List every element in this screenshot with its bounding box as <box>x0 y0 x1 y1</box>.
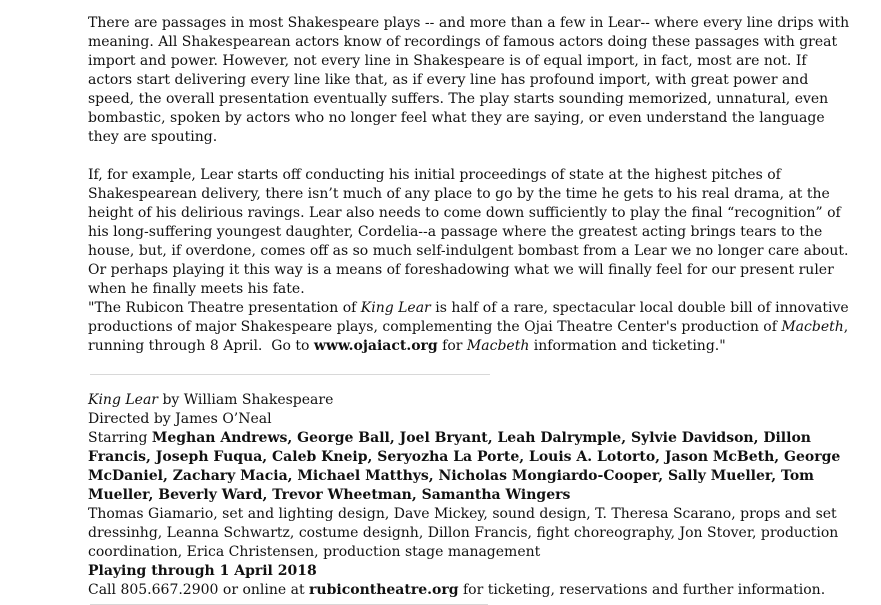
review-paragraph-2-text: If, for example, Lear starts off conducting his initial proceedings of state at the highest pitches of Shakespearean delivery, there isn’t much of any place to go by the time he gets to his real drama, at the height of his delirious ravings. Lear also needs to come down sufficiently to play the final “recognition” of his long-suffering youngest daughter, Cordelia--a passage where the greatest acting brings tears to the house, but, if overdone, comes off as so much self-indulgent bombast from a Lear we no longer care about. Or perhaps playing it this way is a means of foreshadowing what we will finally feel for our present ruler when he finally meets his fate. <box>88 167 849 297</box>
review-paragraph-2 <box>88 166 850 299</box>
play-title-macbeth: Macbeth <box>781 319 844 335</box>
section-divider-top <box>90 374 490 375</box>
quote-text-3: , running through 8 April. Go to <box>88 319 849 354</box>
cast-list: Meghan Andrews, George Ball, Joel Bryant, Leah Dalrymple, Sylvie Davidson, Dillon Francis, Joseph Fuqua, Caleb Kneip, Seryozha La Porte, Louis A. Lotorto, Jason McBeth, George McDaniel, Zachary Macia, Michael Matthys, Nicholas Mongiardo-Cooper, Sally Mueller, Tom Mueller, Beverly Ward, Trevor Wheetman, Samantha Wingers <box>88 430 841 503</box>
review-paragraph-1 <box>88 14 850 147</box>
credits-director-text: Directed by James O’Neal <box>88 411 272 427</box>
playing-dates: Playing through 1 April 2018 <box>88 563 317 579</box>
ojai-website-text: www.ojaiact.org <box>313 338 438 354</box>
credits-contact-line <box>88 581 850 600</box>
credits-director-line <box>88 410 850 429</box>
starring-label: Starring <box>88 430 152 446</box>
credits-title-line <box>88 391 850 410</box>
credits-crew-line <box>88 505 850 562</box>
play-title-macbeth-2: Macbeth <box>466 338 530 354</box>
crew-list: Thomas Giamario, set and lighting design, Dave Mickey, sound design, T. Theresa Scarano, props and set dressinhg, Leanna Schwartz, costume designh, Dillon Francis, fight choreography, Jon Stover, production coordination, Erica Christensen, production stage management <box>88 506 839 560</box>
credits-byline: by William Shakespeare <box>158 392 334 408</box>
quote-text-2: is half of a rare, spectacular local double bill of innovative productions of major Shakespeare plays, complementing the Ojai Theatre Center's production of <box>88 300 849 335</box>
review-quote-paragraph <box>88 299 850 356</box>
quote-text-1: "The Rubicon Theatre presentation of <box>88 300 361 316</box>
contact-text-1: Call 805.667.2900 or online at <box>88 582 310 598</box>
play-title-king-lear: King Lear <box>360 300 431 316</box>
credits-play-title: King Lear <box>88 392 158 408</box>
quote-text-4: for <box>437 338 467 354</box>
rubicon-website-text: rubicontheatre.org <box>309 582 459 598</box>
quote-text-5: information and ticketing." <box>529 338 726 354</box>
credits-dates-line <box>88 562 850 581</box>
credits-starring-line <box>88 429 850 505</box>
review-paragraph-1-text: There are passages in most Shakespeare plays -- and more than a few in Lear-- where every line drips with meaning. All Shakespearean actors know of recordings of famous actors doing these passages with great import and power. However, not every line in Shakespeare is of equal import, in fact, most are not. If actors start delivering every line like that, as if every line has profound import, with great power and speed, the overall presentation eventually suffers. The play starts sounding memorized, unnatural, even bombastic, spoken by actors who no longer feel what they are saying, or even understand the language they are spouting. <box>88 15 850 145</box>
contact-text-2: for ticketing, reservations and further information. <box>458 582 826 598</box>
credits-block <box>88 391 850 600</box>
